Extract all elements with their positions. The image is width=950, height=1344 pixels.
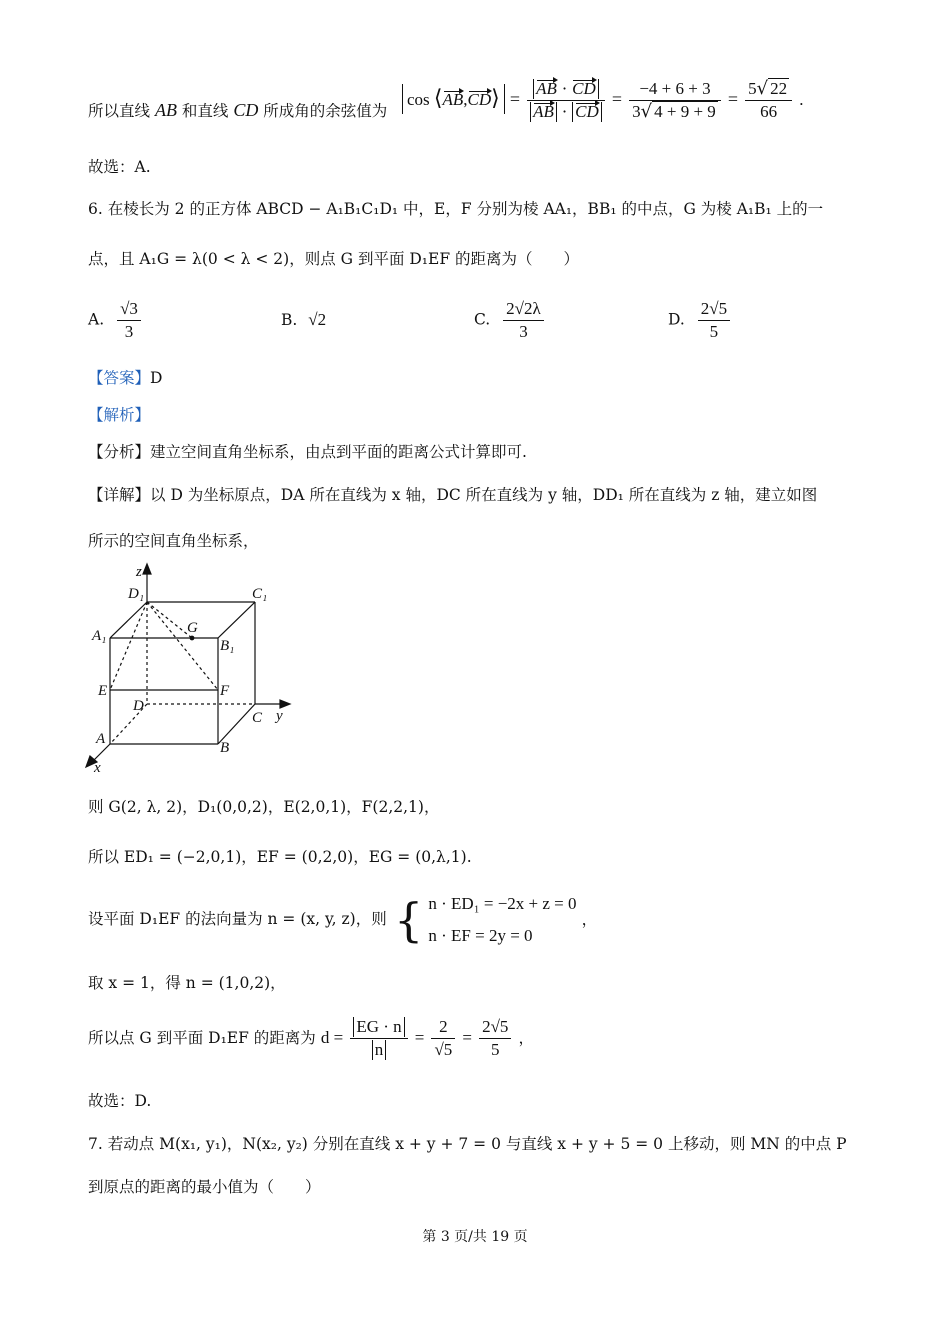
distance-fraction [350, 1016, 407, 1061]
option-b-value: √2 [308, 310, 327, 329]
vector-fraction: $\frac{AB \cdot CD}{AB \cdot CD}$ [527, 78, 605, 123]
result-fraction: $\frac{5√ 22}{66}$ [745, 78, 792, 123]
option-b-label: B. [281, 311, 298, 329]
result-denominator: 66 [760, 102, 778, 121]
label-b1: B₁ [220, 638, 235, 654]
cos-label: cos [407, 90, 430, 109]
coords-line: 则 G(2, λ, 2)，D₁(0,0,2)，E(2,0,1)，F(2,2,1)， [88, 798, 440, 816]
q6-number: 6. [88, 200, 103, 218]
segment-d1e [110, 602, 147, 690]
normal-intro: 设平面 D₁EF 的法向量为 n = (x, y, z)，则 [88, 910, 387, 928]
page-footer: 第 3 页/共 19 页 [422, 1229, 528, 1245]
label-a: A [96, 731, 106, 747]
q7-number: 7. [88, 1135, 103, 1153]
point-g [190, 636, 195, 641]
q7-stem-line2: 到原点的距离的最小值为（ ） [88, 1178, 321, 1196]
option-a-num: √3 [117, 298, 141, 321]
label-f: F [220, 683, 230, 699]
result-radicand: 22 [770, 79, 788, 98]
y-axis-arrow [280, 700, 290, 708]
z-axis-arrow [143, 564, 151, 574]
line-cd: CD [233, 100, 259, 120]
q6-detail-line2: 所示的空间直角坐标系， [88, 532, 259, 550]
prev-answer: 故选：A. [88, 158, 151, 176]
numeric-fraction: $\frac{-4 + 6 + 3}{3√ 4 + 9 + 9}$ [629, 78, 721, 123]
edge-c1b1 [218, 602, 255, 638]
segment-d1g [147, 602, 192, 638]
q6-option-b[interactable] [281, 310, 326, 330]
option-d-num: 2√5 [698, 298, 730, 321]
prev-conclusion-line [88, 99, 387, 122]
option-a-label: A. [88, 310, 105, 329]
label-y: y [276, 708, 283, 724]
prev-text-suffix: 所成角的余弦值为 [263, 102, 388, 120]
distance-num: EG · n [353, 1017, 404, 1037]
q6-option-a[interactable] [88, 298, 143, 343]
distance-mid-den: √5 [434, 1040, 453, 1059]
q6-fenxi [88, 441, 527, 463]
option-a-den: 3 [124, 322, 134, 341]
distance-den: n [372, 1040, 387, 1060]
q6-answer [88, 367, 162, 389]
distance-res-num: 2√5 [479, 1016, 511, 1039]
prev-text-prefix: 所以直线 [88, 102, 151, 120]
system-eq2: n · EF = 2y = 0 [428, 926, 533, 945]
label-b: B [220, 740, 230, 756]
system-brace: { [394, 893, 424, 947]
label-g: G [187, 620, 198, 636]
label-e: E [98, 683, 108, 699]
label-d1: D₁ [128, 586, 145, 602]
abs-cos: cos ⟨AB,CD⟩ [402, 84, 505, 114]
q6-option-c[interactable] [474, 298, 546, 343]
label-a1: A₁ [92, 628, 107, 644]
distance-mid-num: 2 [431, 1016, 455, 1039]
calc-den-coef: 3 [632, 102, 641, 121]
distance-res-den: 5 [491, 1040, 500, 1059]
q6-line1 [88, 198, 823, 220]
edge-bc [218, 704, 255, 744]
q6-stem-line2: 点，且 A₁G = λ(0 < λ < 2)，则点 G 到平面 D₁EF 的距离为（ ） [88, 250, 580, 268]
q6-final-answer: 故选：D. [88, 1092, 152, 1110]
distance-intro: 所以点 G 到平面 D₁EF 的距离为 [88, 1029, 316, 1047]
distance-result-fraction [479, 1016, 511, 1061]
detail-text: 以 D 为坐标原点，DA 所在直线为 x 轴，DC 所在直线为 y 轴，DD₁ 所在直线为 z 轴，建立如图 [150, 486, 818, 504]
option-c-label: C. [474, 310, 491, 329]
cosine-formula: cos ⟨AB,CD⟩ = $\frac{AB \cdot CD}{AB \cdot CD}$ = $\frac{-4 + 6 + 3}{3√ 4 + 9 + 9}$ = $\frac{5√ 22}{66}$ . [402, 78, 803, 123]
edge-d1a1 [110, 602, 147, 638]
option-d-label: D. [668, 310, 685, 329]
line-ab: AB [154, 100, 177, 120]
calc-numerator: −4 + 6 + 3 [629, 78, 721, 101]
label-c1: C₁ [252, 586, 268, 602]
distance-mid-fraction [431, 1016, 455, 1061]
segment-d1f [147, 602, 218, 690]
prev-text-mid: 和直线 [181, 102, 229, 120]
vectors-line: 所以 ED₁ = (−2,0,1)，EF = (0,2,0)，EG = (0,λ,1). [88, 848, 472, 866]
option-c-num: 2√2λ [503, 298, 544, 321]
result-coef: 5 [748, 79, 757, 98]
answer-value: D [150, 369, 163, 387]
q6-option-d[interactable] [668, 298, 732, 343]
q6-detail-line1 [88, 484, 817, 506]
option-c-den: 3 [519, 322, 528, 341]
normal-system: { n · ED₁ = −2x + z = 0 n · EF = 2y = 0 ， [394, 888, 597, 952]
cube-figure [80, 560, 295, 775]
analysis-tag: 【解析】 [88, 406, 151, 424]
distance-lhs: d = [320, 1028, 344, 1047]
q7-line1 [88, 1133, 847, 1155]
detail-tag: 【详解】 [88, 486, 151, 504]
answer-tag: 【答案】 [88, 369, 151, 387]
label-c: C [252, 710, 263, 726]
take-line: 取 x = 1，得 n = (1,0,2)， [88, 974, 286, 992]
label-d: D [133, 698, 144, 714]
distance-line: 所以点 G 到平面 D₁EF 的距离为 d = $\frac{EG \cdot n}{n}$ = $\frac{2}{√5}$ = $\frac{2√5}{5}$ ， [88, 1017, 535, 1059]
calc-den-radicand: 4 + 9 + 9 [654, 102, 716, 121]
q6-stem-line1: 在棱长为 2 的正方体 ABCD − A₁B₁C₁D₁ 中，E，F 分别为棱 AA₁，BB₁ 的中点，G 为棱 A₁B₁ 上的一 [107, 200, 824, 218]
system-eq1: n · ED₁ = −2x + z = 0 [428, 894, 577, 913]
fenxi-tag: 【分析】 [88, 443, 151, 461]
fenxi-text: 建立空间直角坐标系，由点到平面的距离公式计算即可. [150, 443, 527, 461]
label-z: z [136, 564, 142, 580]
label-x: x [94, 760, 101, 775]
q7-stem-line1: 若动点 M(x₁, y₁)，N(x₂, y₂) 分别在直线 x + y + 7 = 0 与直线 x + y + 5 = 0 上移动，则 MN 的中点 P [107, 1135, 847, 1153]
option-d-den: 5 [709, 322, 719, 341]
